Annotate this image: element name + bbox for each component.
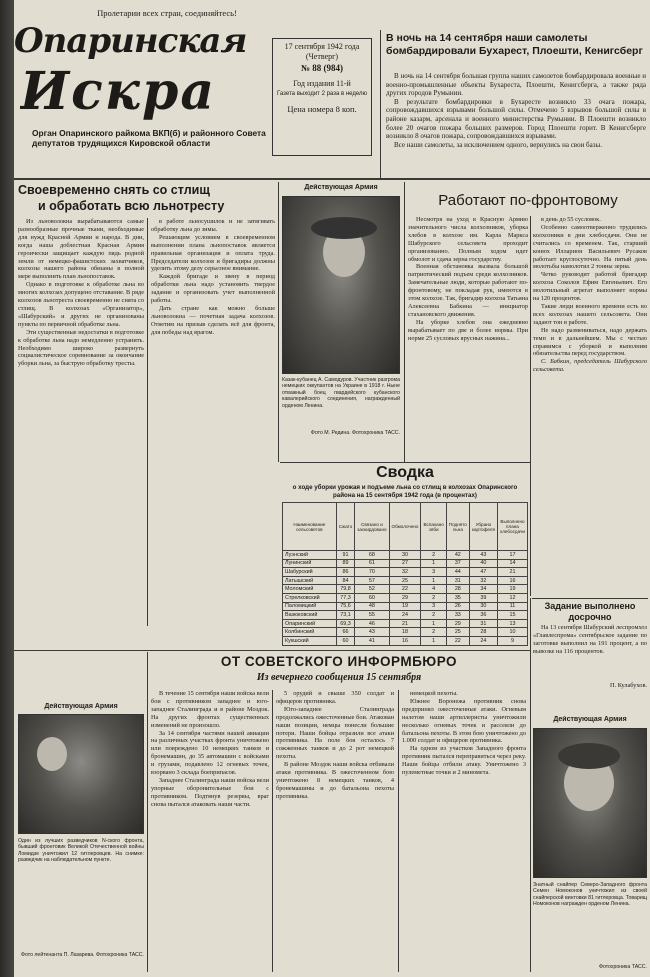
front-paragraph: Такие люди военного времени есть во всех колхозах нашего сельсовета. Они задают тон в работе. xyxy=(533,302,647,326)
svodka-cell-value: 31 xyxy=(446,576,469,585)
svodka-cell-value: 15 xyxy=(497,611,527,620)
sovinform-subtitle: Из вечернего сообщения 15 сентября xyxy=(256,672,422,683)
svodka-cell-value: 2 xyxy=(421,551,446,560)
divider xyxy=(147,652,148,972)
svodka-row xyxy=(283,551,528,560)
svodka-cell-value: 40 xyxy=(469,559,497,568)
svodka-column-header: Связано и заскирдовано xyxy=(355,503,389,551)
svodka-cell-value: 16 xyxy=(497,576,527,585)
svodka-row xyxy=(283,576,528,585)
masthead-title-line1: Опаринская xyxy=(14,22,247,60)
issue-date: 17 сентября 1942 года xyxy=(284,42,360,51)
front-paragraph: С. Бабкин, председатель Шабурского сельсовета. xyxy=(533,358,647,374)
front-article-column-2 xyxy=(533,216,647,596)
svodka-row xyxy=(283,611,528,620)
svodka-cell-value: 68 xyxy=(355,551,389,560)
sovinform-column-3 xyxy=(402,690,526,972)
svodka-cell-value: 79,8 xyxy=(336,585,355,594)
svodka-cell-value: 66 xyxy=(336,628,355,637)
masthead-rule xyxy=(14,178,650,180)
svodka-cell-value: 42 xyxy=(446,551,469,560)
svodka-cell-value: 47 xyxy=(469,568,497,577)
svodka-cell-value: 35 xyxy=(446,593,469,602)
divider xyxy=(147,218,148,626)
news-paragraph: В результате бомбардировки в Бухаресте возникло 33 очага пожара, сопровождавшихся взрывами большой силы. Отмечено 5 взрывов большой силы в районе казарм, арсенала и военного министерства Румынии. В Плоешти возникло более 20 очагов пожара больших размеров. Город Плоешти горит. В Кенигсберге возникло 8 очагов пожара, сопровождавшихся взрывами. xyxy=(386,97,646,141)
svodka-cell-value: 3 xyxy=(421,602,446,611)
svodka-cell-value: 19 xyxy=(389,602,421,611)
front-article-title: Работают по-фронтовому xyxy=(438,192,618,209)
front-paragraph: Четко руководит работой бригадир колхоза Соколов Ефим Евгеньевич. Его молотильный агрегат выполняет нормы на 120 процентов. xyxy=(533,271,647,303)
svodka-cell-value: 32 xyxy=(389,568,421,577)
svodka-cell-value: 10 xyxy=(497,628,527,637)
svodka-cell-value: 14 xyxy=(497,559,527,568)
editorial-paragraph: Решающим условием в своевременном выполнении плана льнопоставок является правильная организация и оплата труда. Председатели колхозов и бригадиры должны уделить этому делу серьезное внимание. xyxy=(151,233,275,273)
svodka-council-name: Опаринский xyxy=(283,619,337,628)
svodka-cell-value: 2 xyxy=(421,593,446,602)
svodka-cell-value: 55 xyxy=(355,611,389,620)
svodka-row xyxy=(283,559,528,568)
svodka-cell-value: 32 xyxy=(469,576,497,585)
sovinform-paragraph: Юго-западнее Сталинграда продолжались ожесточенные бои. Атакован наши позиции, немцы понесли большие потери. Наши бойцы отразили все атаки противника. На поле боя осталось 7 сожженных танков и до 2 рот немецкой пехоты. xyxy=(276,705,394,761)
svodka-cell-value: 13 xyxy=(497,619,527,628)
svodka-cell-value: 34 xyxy=(469,585,497,594)
svodka-column-header: Вспахано зяби xyxy=(421,503,446,551)
svodka-cell-value: 2 xyxy=(421,611,446,620)
issue-frequency: Газета выходит 2 раза в неделю xyxy=(277,91,367,97)
svodka-cell-value: 30 xyxy=(469,602,497,611)
svodka-cell-value: 19 xyxy=(497,585,527,594)
svodka-cell-value: 33 xyxy=(446,611,469,620)
sovinform-paragraph: Южнее Воронежа противник снова предпринял ожесточенные атаки. Огневым налетом наши артиллеристы уничтожили несколько огневых точек и рассеяли до батальона пехоты. В этом бою уничтожено до 1.000 солдат и офицеров противника. xyxy=(402,697,526,745)
editorial-title-line2: и обработать всю льнотресту xyxy=(38,199,225,213)
editorial-footer-text xyxy=(18,628,144,648)
svodka-cell-value: 43 xyxy=(355,628,389,637)
svodka-council-name: Моломский xyxy=(283,585,337,594)
svodka-cell-value: 43 xyxy=(469,551,497,560)
divider xyxy=(280,462,530,463)
divider xyxy=(278,182,279,462)
deadline-note-text: На 13 сентября Шабурский леспромхоз «Главлеспрома» сентябрьское задание по заготовке выполнил на 191 процент, а по вывозке на 116 процентов. xyxy=(533,624,647,655)
svodka-council-name: Луэнский xyxy=(283,551,337,560)
sovinform-paragraph: На одном из участков Западного фронта противник пытался переправиться через реку. Наши бойцы отбили атаку. Уничтожено 3 пулеметные точки и 2 миномета. xyxy=(402,745,526,777)
editorial-paragraph: Дать стране как можно больше льноволокна — почетная задача колхозов. Ответим на призыв сделать всё для фронта, для победы над врагом. xyxy=(151,304,275,336)
svodka-row xyxy=(283,602,528,611)
divider xyxy=(532,598,648,599)
svodka-header-row xyxy=(283,503,528,551)
svodka-row xyxy=(283,628,528,637)
photo-left-caption: Один из лучших разведчиков N-ского фронта, бывший фронтовик Великой Отечественной войны Ломидзе уничтожил 12 гитлеровцев. На снимке: разведчик на наблюдательном пункте. xyxy=(18,838,144,864)
svodka-cell-value: 21 xyxy=(497,568,527,577)
photo-figure xyxy=(558,743,620,769)
svodka-cell-value: 30 xyxy=(389,551,421,560)
issue-number: № 88 (984) xyxy=(300,63,344,73)
svodka-cell-value: 36 xyxy=(469,611,497,620)
svodka-cell-value: 16 xyxy=(389,636,421,645)
news-headline: В ночь на 14 сентября наши самолеты бомбардировали Бухарест, Плоешти, Кенигсберг xyxy=(386,32,643,57)
svodka-column-header: Сжато xyxy=(336,503,355,551)
svodka-council-name: Стрелковский xyxy=(283,593,337,602)
svodka-row xyxy=(283,593,528,602)
svodka-cell-value: 4 xyxy=(421,585,446,594)
news-paragraph: Все наши самолеты, за исключением одного, вернулись на свои базы. xyxy=(394,140,602,149)
svodka-council-name: Латышский xyxy=(283,576,337,585)
svodka-cell-value: 86 xyxy=(336,568,355,577)
newspaper-page xyxy=(14,0,650,977)
front-paragraph: Особенно самоотверженно трудились колхозники в дни хлебосдачи. Они не считались со временем. Так, старший конюх Илларион Васильевич Русаков работает круглосуточно. На пятый день молотьбы намолотил 2 тонны зерна. xyxy=(533,223,647,271)
svodka-cell-value: 17 xyxy=(497,551,527,560)
editorial-paragraph: Эти существенные недостатки в подготовке к обработке льна надо немедленно устранить. Необходимо широко развернуть социалистическое соревнование за окончание уборки льна, за быструю обработку тресты. xyxy=(18,328,144,368)
svodka-cell-value: 1 xyxy=(421,636,446,645)
svodka-cell-value: 21 xyxy=(389,619,421,628)
sovinform-paragraph: 5 орудий и свыше 350 солдат и офицеров противника. xyxy=(276,690,394,705)
photo-left-credit: Фото лейтенанта П. Лазарева. Фотохроника ТАСС. xyxy=(21,952,144,958)
svodka-cell-value: 24 xyxy=(389,611,421,620)
svodka-council-name: Кукшский xyxy=(283,636,337,645)
divider xyxy=(404,182,405,462)
svodka-council-name: Вазюковский xyxy=(283,611,337,620)
svodka-column-header: Убрано картофеля xyxy=(469,503,497,551)
svodka-cell-value: 1 xyxy=(421,619,446,628)
svodka-council-name: Лунинский xyxy=(283,559,337,568)
editorial-paragraph: Однако в подготовке к обработке льна во многих колхозах допущено отставание. В ряде колхозов льнотреста своевременно не снята со стлищ. В колхозах «Организатор», «Шабурский» и других не организованы пункты по первичной обработке льна. xyxy=(18,281,144,328)
cossack-photo xyxy=(282,196,400,374)
svodka-cell-value: 29 xyxy=(389,593,421,602)
divider xyxy=(272,690,273,972)
svodka-row xyxy=(283,568,528,577)
svodka-cell-value: 60 xyxy=(355,593,389,602)
slogan: Пролетарии всех стран, соединяйтесь! xyxy=(97,8,237,18)
svodka-cell-value: 46 xyxy=(355,619,389,628)
svodka-cell-value: 18 xyxy=(389,628,421,637)
svodka-cell-value: 52 xyxy=(355,585,389,594)
svodka-cell-value: 11 xyxy=(497,602,527,611)
photo-center-caption: Казак-кубанец А. Самодуров. Участник разгрома немецких оккупантов на Украине в 1918 г. Ныне отважный боец гвардейского кубанского кавалерийского соединения, награжденный орденом Ленина. xyxy=(282,377,400,409)
svodka-cell-value: 77,3 xyxy=(336,593,355,602)
svodka-cell-value: 27 xyxy=(389,559,421,568)
editorial-column-1 xyxy=(18,218,144,648)
svodka-cell-value: 61 xyxy=(355,559,389,568)
svodka-column-header: Наименование сельсоветов xyxy=(283,503,337,551)
news-body xyxy=(386,72,646,184)
svodka-council-name: Колбинский xyxy=(283,628,337,637)
svodka-cell-value: 60 xyxy=(336,636,355,645)
svodka-row xyxy=(283,636,528,645)
photo-figure xyxy=(311,217,377,239)
front-paragraph: На уборке хлебов она ежедневно вырабатывает по две и более нормы. При норме 25 сусловых ярусных нажина... xyxy=(408,318,528,342)
svodka-cell-value: 75,6 xyxy=(336,602,355,611)
front-article-column-1 xyxy=(408,216,528,456)
sovinform-paragraph: В районе Моздок наши войска отбивали атаки противника. В ожесточенном бою уничтожено 8 немецких танков, 4 бронемашины и до батальона пехоты противника. xyxy=(276,761,394,800)
svodka-cell-value: 2 xyxy=(421,628,446,637)
svodka-cell-value: 28 xyxy=(446,585,469,594)
svodka-cell-value: 39 xyxy=(469,593,497,602)
svodka-cell-value: 26 xyxy=(446,602,469,611)
svodka-cell-value: 48 xyxy=(355,602,389,611)
editorial-column-2 xyxy=(151,218,275,626)
binding-edge xyxy=(0,0,14,977)
svodka-column-header: Поднято льна xyxy=(446,503,469,551)
svodka-cell-value: 91 xyxy=(336,551,355,560)
photo-center-label: Действующая Армия xyxy=(304,184,378,191)
deadline-note-author: П. Кулабухов. xyxy=(610,682,647,689)
svodka-cell-value: 22 xyxy=(389,585,421,594)
sovinform-paragraph: немецкой пехоты. xyxy=(410,690,458,697)
svodka-column-header: Выполнено плана хлебосдачи xyxy=(497,503,527,551)
svodka-cell-value: 9 xyxy=(497,636,527,645)
front-paragraph: в день до 55 сусловок. xyxy=(541,216,601,223)
editorial-paragraph: Из льноволокна вырабатываются самые разнообразные прочные ткани, необходимые для нужд Красной Армии и народа. В дни, когда наша доблестная Красная Армия героически защищает каждую пядь родной земли от немецко-фашистских захватчиков, колхозы нашего района обязаны в полной мере выполнить план льнопоставок. xyxy=(18,218,144,281)
svodka-table-wrap xyxy=(282,502,528,652)
svodka-cell-value: 89 xyxy=(336,559,355,568)
divider xyxy=(530,598,531,972)
issue-year: Год издания 11-й xyxy=(293,79,351,88)
svodka-cell-value: 29 xyxy=(446,619,469,628)
svodka-cell-value: 24 xyxy=(469,636,497,645)
svodka-cell-value: 22 xyxy=(446,636,469,645)
svodka-body xyxy=(283,551,528,646)
masthead-subtitle: Орган Опаринского райкома ВКП(б) и районного Совета депутатов трудящихся Кировской области xyxy=(32,128,266,148)
deadline-note-body xyxy=(533,624,647,682)
svodka-cell-value: 1 xyxy=(421,576,446,585)
deadline-note-title: Задание выполнено досрочно xyxy=(544,601,636,622)
svodka-column-header: Обмолочено xyxy=(389,503,421,551)
svodka-cell-value: 44 xyxy=(446,568,469,577)
photo-left-label: Действующая Армия xyxy=(44,703,118,710)
issue-info-box xyxy=(272,38,372,156)
svodka-row xyxy=(283,585,528,594)
editorial-paragraph: в работе льносушилок и не затягивать обработку льна до зимы. xyxy=(151,218,275,233)
svodka-cell-value: 25 xyxy=(446,628,469,637)
editorial-title-line1: Своевременно снять со стлищ xyxy=(18,183,210,197)
sovinform-column-2 xyxy=(276,690,394,972)
svodka-cell-value: 70 xyxy=(355,568,389,577)
svodka-title: Сводка xyxy=(376,464,434,481)
editorial-paragraph: Каждой бригаде и звену в период обработки льна надо установить твердое задание и организовать учет выполненной работы. xyxy=(151,273,275,305)
front-paragraph: Несмотря на уход в Красную Армию значительного числа колхозников, уборка хлебов в колхозе им. Карла Маркса Шабурского сельсовета проходит организованно. Полным ходом идет обмолот и сдача зерна государству. xyxy=(408,216,528,263)
svodka-cell-value: 3 xyxy=(421,568,446,577)
masthead-title-line2: Искра xyxy=(20,62,217,122)
svodka-council-name: Паломицкий xyxy=(283,602,337,611)
svodka-cell-value: 31 xyxy=(469,619,497,628)
sovinform-paragraph: Западнее Сталинграда наши войска вели упорные оборонительные бои с противником. Подтянув резервы, враг снова пытался атаковать наши части. xyxy=(151,776,269,808)
issue-price: Цена номера 8 коп. xyxy=(287,103,357,114)
svodka-cell-value: 1 xyxy=(421,559,446,568)
svodka-cell-value: 57 xyxy=(355,576,389,585)
sovinform-paragraph: За 14 сентября частями нашей авиации на различных участках фронта уничтожено или повреждено 10 немецких танков и бронемашин, до 35 автомашин с войсками и грузами, подавлено 12 огневых точек, взорвано 3 склада боеприпасов. xyxy=(151,729,269,777)
svodka-cell-value: 73,1 xyxy=(336,611,355,620)
svodka-cell-value: 12 xyxy=(497,593,527,602)
svodka-cell-value: 84 xyxy=(336,576,355,585)
svodka-council-name: Шабурский xyxy=(283,568,337,577)
divider xyxy=(14,650,530,651)
svodka-cell-value: 28 xyxy=(469,628,497,637)
sovinform-paragraph: В течение 15 сентября наши войска вели бои с противником западнее и юго-западнее Сталинграда и в районе Моздок. На других фронтах существенных изменений не произошло. xyxy=(151,690,269,729)
photo-center-credit: Фото М. Редина. Фотохроника ТАСС. xyxy=(310,430,400,436)
issue-weekday: (Четверг) xyxy=(305,52,339,61)
svodka-row xyxy=(283,619,528,628)
svodka-cell-value: 69,3 xyxy=(336,619,355,628)
divider xyxy=(530,216,531,596)
sovinform-column-1 xyxy=(151,690,269,972)
divider xyxy=(380,30,381,180)
scout-photo xyxy=(18,714,144,834)
svodka-cell-value: 25 xyxy=(389,576,421,585)
svodka-cell-value: 37 xyxy=(446,559,469,568)
photo-right-caption: Знатный снайпер Северо-Западного фронта Семен Номоконов уничтожил из своей снайперской винтовки 81 гитлеровца. Товарищ Номоконов награжден орденом Ленина. xyxy=(533,882,647,908)
front-paragraph: Военная обстановка вызвала большой патриотический подъем среди колхозников. Замечательные люди, которые работают по-фронтовому, не покладая рук, имеются в этом колхозе. Так, бригадир колхоза Татьяна Алексеевна Бабкина — инициатор стахановского движения. xyxy=(408,263,528,318)
photo-figure xyxy=(37,737,67,771)
svodka-subtitle: о ходе уборки урожая и подъеме льна со стлищ в колхозах Опаринского района на 15 сентября 1942 года (в процентах) xyxy=(292,484,518,499)
sovinform-title: ОТ СОВЕТСКОГО ИНФОРМБЮРО xyxy=(220,654,458,669)
svodka-table xyxy=(282,502,528,646)
svodka-cell-value: 41 xyxy=(355,636,389,645)
front-paragraph: Не надо размениваться, надо держать темп и в дальнейшем. Мы с честью справимся с уборкой и выполним обязательства перед государством. xyxy=(533,326,647,358)
news-paragraph: В ночь на 14 сентября большая группа наших самолетов бомбардировала военные и военно-промышленные объекты Бухареста, Плоешти, Кенигсберга, а также ряда других городов Румынии. xyxy=(386,72,646,98)
sniper-photo xyxy=(533,728,647,878)
divider xyxy=(398,690,399,972)
photo-right-credit: Фотохроника ТАСС. xyxy=(599,964,647,970)
photo-right-label: Действующая Армия xyxy=(553,716,627,723)
